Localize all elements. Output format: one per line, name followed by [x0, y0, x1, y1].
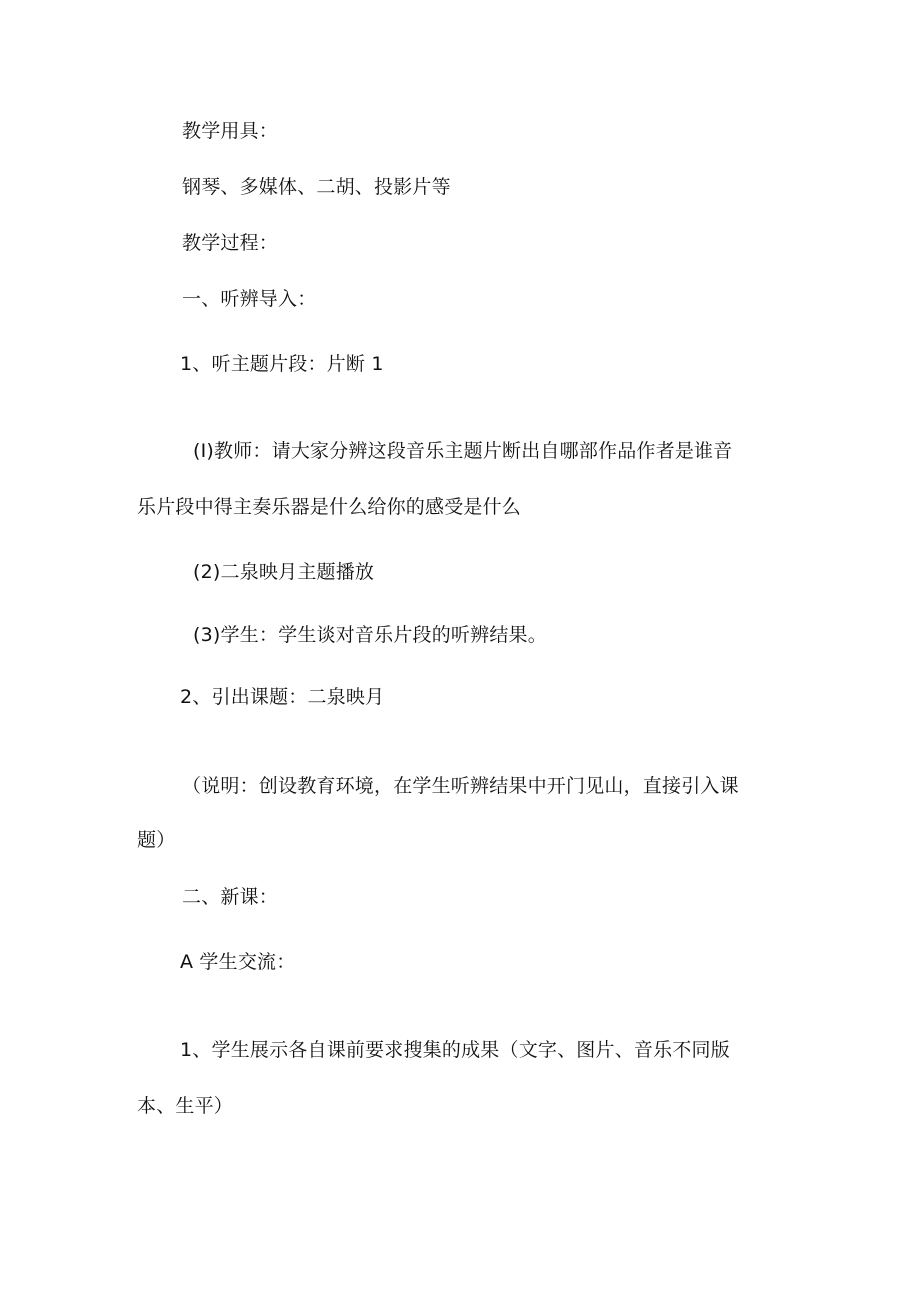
explanation-line-1: （说明：创设教育环境，在学生听辨结果中开门见山，直接引入课: [182, 775, 739, 797]
heading-teaching-process: 教学过程：: [182, 232, 279, 254]
teaching-tools-list: 钢琴、多媒体、二胡、投影片等: [182, 176, 451, 198]
student-showcase-line-1: 1、学生展示各自课前要求搜集的成果（文字、图片、音乐不同版: [180, 1039, 730, 1061]
teacher-question-line-2: 乐片段中得主奏乐器是什么给你的感受是什么: [137, 496, 522, 518]
section-one-heading: 一、听辨导入：: [182, 288, 317, 310]
heading-teaching-tools: 教学用具：: [182, 120, 279, 142]
subsection-a-heading: A 学生交流：: [180, 951, 296, 973]
student-response: (3)学生：学生谈对音乐片段的听辨结果。: [193, 624, 547, 646]
theme-playback: (2)二泉映月主题播放: [193, 561, 375, 583]
section-two-heading: 二、新课：: [182, 886, 279, 908]
step-2-introduce-topic: 2、引出课题：二泉映月: [180, 686, 385, 708]
explanation-line-2: 题）: [137, 829, 176, 851]
student-showcase-line-2: 本、生平）: [137, 1095, 234, 1117]
teacher-question-line-1: (I)教师：请大家分辨这段音乐主题片断出自哪部作品作者是谁音: [193, 440, 733, 462]
step-1-listen-theme: 1、听主题片段：片断 1: [180, 353, 384, 375]
